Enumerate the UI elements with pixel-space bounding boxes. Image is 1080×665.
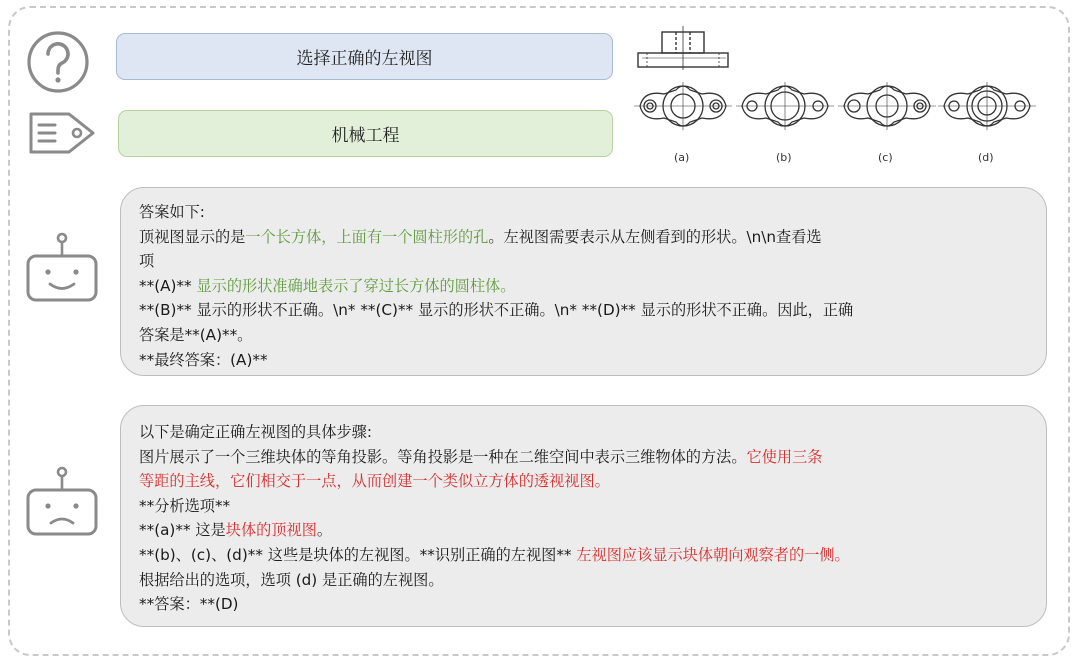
highlight-red-text: 它使用三条 bbox=[746, 447, 823, 466]
highlight-red-text: 等距的主线，它们相交于一点，从而创建一个类似立方体的透视视图。 bbox=[139, 472, 610, 491]
question-circle-icon bbox=[26, 30, 90, 94]
answer-text: 。 bbox=[316, 521, 333, 540]
answer-line bbox=[139, 298, 1028, 323]
good-answer-bubble bbox=[120, 187, 1047, 376]
category-text: 机械工程 bbox=[331, 126, 400, 146]
answer-line bbox=[139, 543, 1028, 568]
option-c-label: (c) bbox=[878, 151, 893, 164]
answer-line bbox=[139, 445, 1028, 470]
final-answer-text: **答案：**(D) bbox=[139, 595, 239, 614]
answer-line bbox=[139, 200, 1028, 225]
answer-text: **(b)、(c)、(d)** 这些是块体的左视图。**识别正确的左视图** bbox=[139, 545, 577, 564]
question-text: 选择正确的左视图 bbox=[296, 49, 433, 69]
answer-line bbox=[139, 518, 1028, 543]
answer-line bbox=[139, 469, 1028, 494]
option-c-view bbox=[838, 82, 936, 130]
answer-text: **分析选项** bbox=[139, 496, 231, 515]
option-b-label: (b) bbox=[776, 151, 792, 164]
answer-text: 。左视图需要表示从左侧看到的形状。\n\n查看选 bbox=[488, 227, 822, 246]
option-b-view bbox=[736, 82, 834, 130]
happy-robot-icon bbox=[24, 232, 100, 304]
answer-line bbox=[139, 348, 1028, 373]
answer-text: 根据给出的选项，选项 (d) 是正确的左视图。 bbox=[139, 570, 444, 589]
highlight-red-text: 左视图应该显示块体朝向观察者的一侧。 bbox=[576, 545, 850, 564]
highlight-green-text: 一个长方体，上面有一个圆柱形的孔 bbox=[245, 227, 489, 246]
answer-text: 答案如下: bbox=[139, 203, 205, 221]
option-a-view bbox=[634, 82, 732, 130]
tag-icon bbox=[27, 108, 99, 158]
answer-text: 图片展示了一个三维块体的等角投影。等角投影是一种在二维空间中表示三维物体的方法。 bbox=[139, 447, 747, 466]
highlight-green-text: 显示的形状准确地表示了穿过长方体的圆柱体。 bbox=[196, 276, 516, 295]
front-view bbox=[638, 26, 728, 70]
bad-answer-bubble bbox=[120, 405, 1047, 627]
answer-text: 项 bbox=[139, 252, 155, 271]
sad-robot-icon bbox=[24, 466, 100, 538]
highlight-red-text: 块体的顶视图 bbox=[225, 521, 317, 540]
answer-text: **(a)** 这是 bbox=[139, 521, 226, 540]
answer-line bbox=[139, 225, 1028, 250]
answer-text: **(B)** 显示的形状不正确。\n* **(C)** 显示的形状不正确。\n* **(D)** 显示的形状不正确。因此，正确 bbox=[139, 301, 854, 320]
answer-line bbox=[139, 494, 1028, 519]
option-a-label: (a) bbox=[674, 151, 690, 164]
answer-text: **(A)** bbox=[139, 276, 197, 295]
answer-line bbox=[139, 592, 1028, 617]
answer-line bbox=[139, 420, 1028, 445]
question-box bbox=[116, 33, 613, 80]
engineering-drawing-figure bbox=[632, 20, 1042, 175]
answer-line bbox=[139, 323, 1028, 348]
answer-line bbox=[139, 274, 1028, 299]
option-d-view bbox=[938, 82, 1036, 130]
answer-text: 以下是确定正确左视图的具体步骤: bbox=[139, 423, 372, 441]
option-d-label: (d) bbox=[978, 151, 994, 164]
answer-text: 顶视图显示的是 bbox=[139, 227, 246, 246]
answer-text: 答案是**(A)**。 bbox=[139, 325, 253, 344]
answer-line bbox=[139, 249, 1028, 274]
category-box bbox=[118, 110, 613, 157]
answer-line bbox=[139, 568, 1028, 593]
final-answer-text: **最终答案：(A)** bbox=[139, 350, 268, 369]
